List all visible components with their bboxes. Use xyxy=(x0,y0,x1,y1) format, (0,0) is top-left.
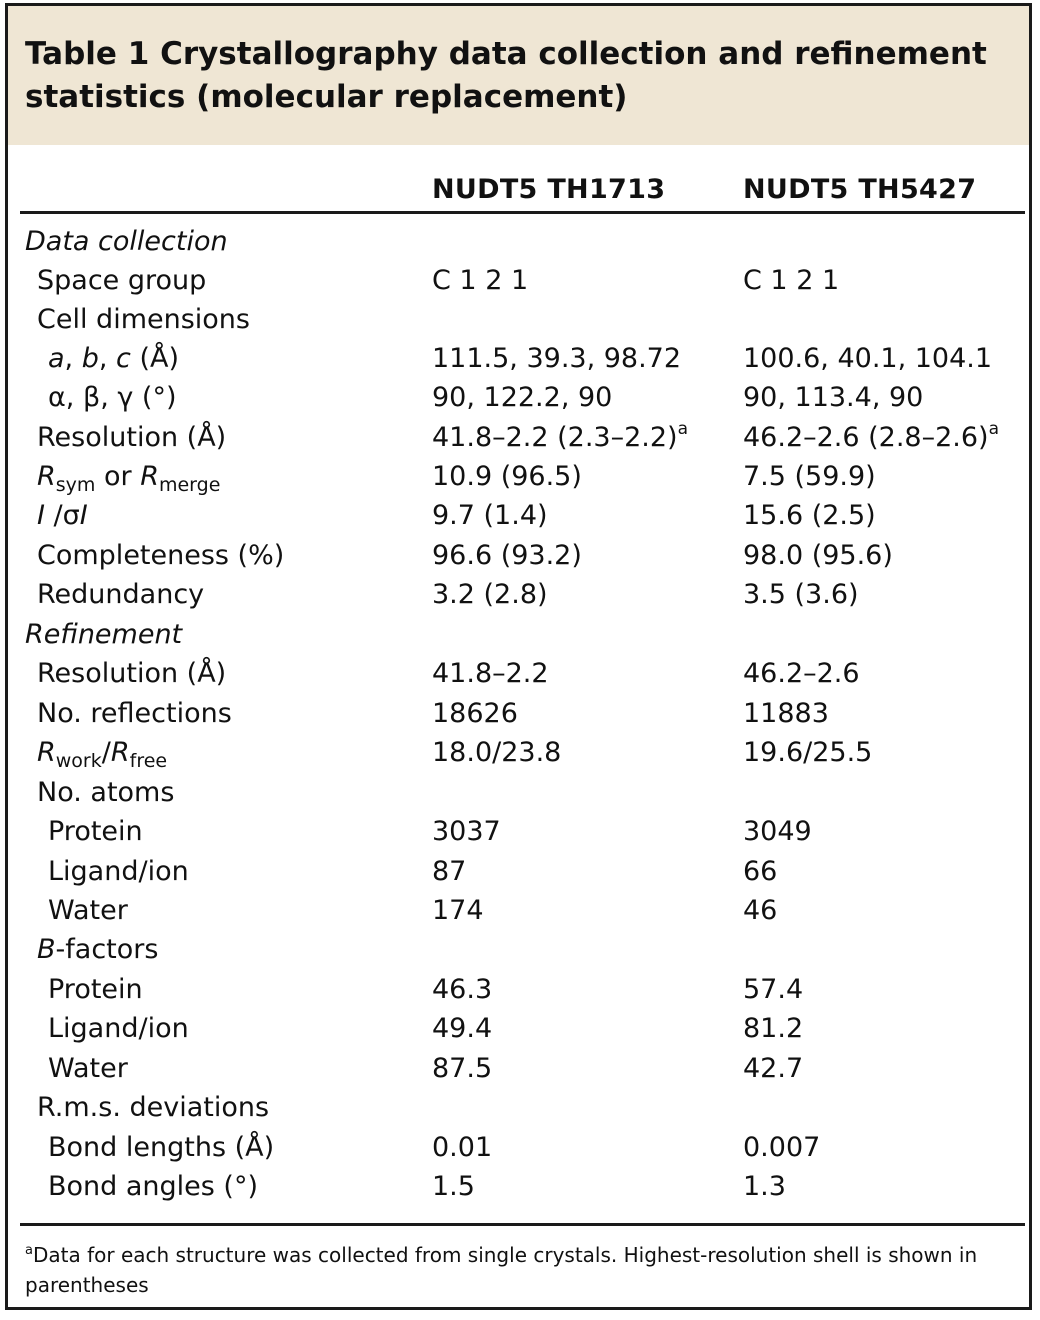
row-label: R.m.s. deviations xyxy=(37,1092,270,1123)
row-label: Water xyxy=(48,1053,128,1084)
row-label: $R_{work}/R_{free}$ xyxy=(37,737,168,772)
value-th1713: 90, 122.2, 90 xyxy=(432,382,613,413)
value-th5427: 81.2 xyxy=(743,1013,804,1044)
value-th5427: 98.0 (95.6) xyxy=(743,540,893,571)
row-label: Protein xyxy=(48,816,143,847)
table-row xyxy=(8,852,1029,891)
section-label: Refinement xyxy=(25,619,183,650)
value-th5427: 57.4 xyxy=(743,974,804,1005)
row-label: I /σI xyxy=(37,500,88,531)
table-row xyxy=(8,1088,1029,1127)
value-th5427: 46.2–2.6 xyxy=(743,658,860,689)
row-label: Completeness (%) xyxy=(37,540,285,571)
row-label: Cell dimensions xyxy=(37,304,250,335)
row-label: B-factors xyxy=(37,934,159,965)
table-row xyxy=(8,1049,1029,1088)
table-row xyxy=(8,378,1029,417)
table-frame xyxy=(5,3,1032,1310)
row-label: Bond lengths (Å) xyxy=(48,1132,275,1163)
value-th1713: 46.3 xyxy=(432,974,493,1005)
value-th5427: 3.5 (3.6) xyxy=(743,579,859,610)
footnote xyxy=(25,1240,1017,1300)
value-th5427: 100.6, 40.1, 104.1 xyxy=(743,343,993,374)
footer-rule xyxy=(20,1223,1025,1226)
row-label: No. atoms xyxy=(37,777,175,808)
row-label: Space group xyxy=(37,265,207,296)
table-row xyxy=(8,970,1029,1009)
value-th1713: 87 xyxy=(432,856,467,887)
row-label: Redundancy xyxy=(37,579,205,610)
table-row xyxy=(8,339,1029,378)
table-row xyxy=(8,773,1029,812)
row-label: Resolution (Å) xyxy=(37,658,227,689)
value-th1713: 1.5 xyxy=(432,1171,475,1202)
row-label: Protein xyxy=(48,974,143,1005)
column-header-th1713: NUDT5 TH1713 xyxy=(432,174,666,205)
value-th1713: 10.9 (96.5) xyxy=(432,461,582,492)
footnote-marker: a xyxy=(25,1243,33,1258)
table-row xyxy=(8,418,1029,457)
footnote-text: Data for each structure was collected from single crystals. Highest-resolution shell is shown in parentheses xyxy=(25,1243,978,1297)
value-th5427: 46.2–2.6 $(2.8-2.6)^a$ xyxy=(743,419,1000,453)
value-th1713: 49.4 xyxy=(432,1013,493,1044)
table-row xyxy=(8,891,1029,930)
row-label: Water xyxy=(48,895,128,926)
column-header-th5427: NUDT5 TH5427 xyxy=(743,174,977,205)
row-label: Ligand/ion xyxy=(48,856,189,887)
footnote-ref: a xyxy=(677,419,689,439)
value-th5427: 42.7 xyxy=(743,1053,804,1084)
table-row xyxy=(8,812,1029,851)
row-label: a, b, c (Å) xyxy=(48,343,180,374)
value-th1713: 0.01 xyxy=(432,1132,493,1163)
value-th1713: 9.7 (1.4) xyxy=(432,500,548,531)
table-row xyxy=(8,457,1029,496)
value-th1713: 96.6 (93.2) xyxy=(432,540,582,571)
table-row xyxy=(8,733,1029,772)
table-row xyxy=(8,496,1029,535)
value-th5427: 66 xyxy=(743,856,778,887)
value-th1713: 18.0/23.8 xyxy=(432,737,562,768)
table-row xyxy=(8,930,1029,969)
value-th1713: 41.8–2.2 xyxy=(432,658,549,689)
value-th5427: 90, 113.4, 90 xyxy=(743,382,924,413)
table-row xyxy=(8,1128,1029,1167)
value-th5427: C 1 2 1 xyxy=(743,265,840,296)
table-row xyxy=(8,1167,1029,1206)
value-th1713: C 1 2 1 xyxy=(432,265,529,296)
value-th1713: 18626 xyxy=(432,698,518,729)
section-label: Data collection xyxy=(25,226,228,257)
table-row xyxy=(8,694,1029,733)
row-label: Bond angles (°) xyxy=(48,1171,259,1202)
value-th1713: 3.2 (2.8) xyxy=(432,579,548,610)
table-title: Table 1 Crystallography data collection and refinement statistics (molecular replacement) xyxy=(25,36,987,115)
table-row xyxy=(8,575,1029,614)
value-th5427: 46 xyxy=(743,895,778,926)
value-th5427: 0.007 xyxy=(743,1132,821,1163)
value-th1713: 111.5, 39.3, 98.72 xyxy=(432,343,682,374)
value-th1713: 174 xyxy=(432,895,484,926)
table-row xyxy=(8,536,1029,575)
section-data-collection xyxy=(8,222,1029,261)
row-label: $R_{sym}$ or $R_{merge}$ xyxy=(37,461,221,496)
value-th5427: 19.6/25.5 xyxy=(743,737,873,768)
value-th1713: 41.8–2.2 $(2.3-2.2)^a$ xyxy=(432,419,689,453)
header-rule xyxy=(20,211,1025,214)
footnote-ref: a xyxy=(988,419,1000,439)
row-label: No. reflections xyxy=(37,698,232,729)
value-th5427: 3049 xyxy=(743,816,812,847)
table-row xyxy=(8,300,1029,339)
table-row xyxy=(8,261,1029,300)
row-label: α, β, γ (°) xyxy=(48,382,177,413)
row-label: Ligand/ion xyxy=(48,1013,189,1044)
value-th5427: 11883 xyxy=(743,698,829,729)
value-th5427: 1.3 xyxy=(743,1171,786,1202)
value-th5427: 15.6 (2.5) xyxy=(743,500,876,531)
value-th5427: 7.5 (59.9) xyxy=(743,461,876,492)
section-refinement xyxy=(8,615,1029,654)
value-th1713: 87.5 xyxy=(432,1053,493,1084)
row-label: Resolution (Å) xyxy=(37,422,227,453)
value-th1713: 3037 xyxy=(432,816,501,847)
table-row xyxy=(8,1009,1029,1048)
table-row xyxy=(8,654,1029,693)
title-band xyxy=(8,6,1029,145)
